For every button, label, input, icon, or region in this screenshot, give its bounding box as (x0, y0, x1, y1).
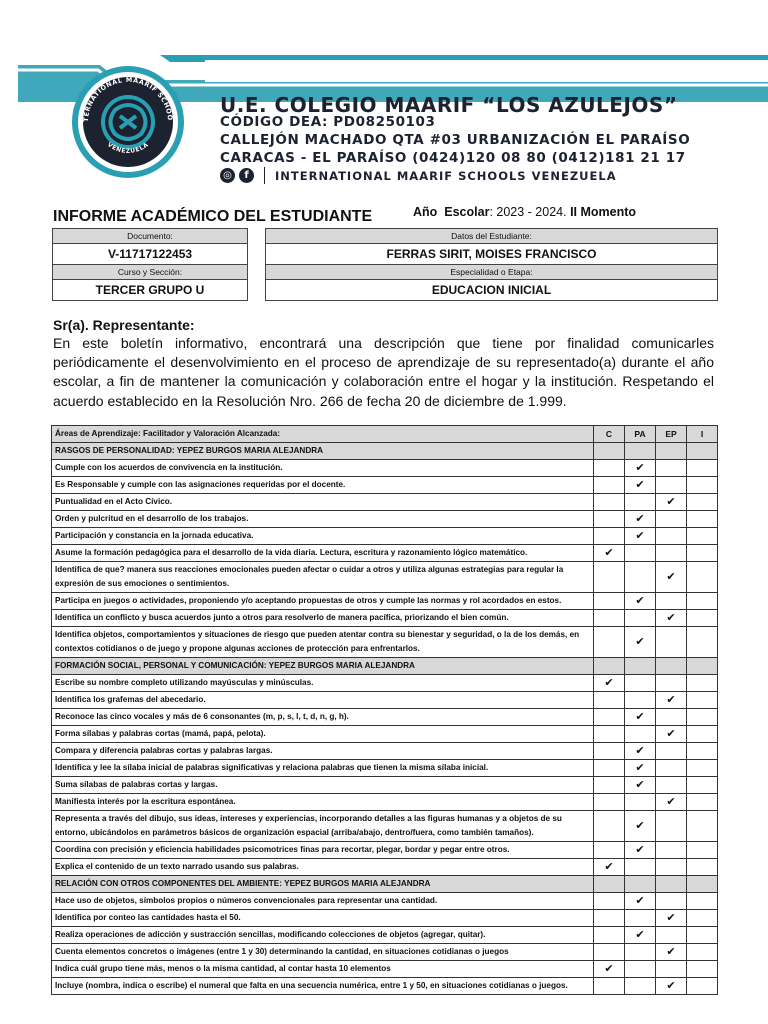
greeting: Sr(a). Representante: (53, 317, 195, 333)
mark-cell (687, 511, 718, 528)
indicator-text: Identifica los grafemas del abecedario. (52, 692, 594, 709)
mark-cell (687, 494, 718, 511)
checkmark-icon: ✔ (625, 842, 656, 859)
school-year (413, 205, 636, 219)
table-row (52, 511, 718, 528)
logo-ring-text (72, 66, 184, 178)
mark-cell (687, 610, 718, 627)
document-label: Documento: (53, 229, 247, 244)
mark-cell (625, 726, 656, 743)
course-value: TERCER GRUPO U (95, 283, 205, 297)
section-row (52, 443, 718, 460)
table-row (52, 610, 718, 627)
evaluation-table (51, 425, 718, 995)
table-header (52, 426, 718, 443)
indicator-text: Coordina con precisión y eficiencia habilidades psicomotrices finas para recortar, plegar, bordar y pegar entre otros. (52, 842, 594, 859)
mark-cell (656, 528, 687, 545)
mark-cell (687, 443, 718, 460)
mark-cell (656, 811, 687, 842)
table-row (52, 726, 718, 743)
table-row (52, 743, 718, 760)
course-label: Curso y Sección: (53, 265, 247, 280)
checkmark-icon: ✔ (656, 910, 687, 927)
svg-text:INTERNATIONAL MAARIF SCHOOLS (72, 66, 174, 122)
checkmark-icon: ✔ (625, 593, 656, 610)
specialty-label: Especialidad o Etapa: (266, 265, 717, 280)
mark-cell (625, 658, 656, 675)
checkmark-icon: ✔ (625, 811, 656, 842)
checkmark-icon: ✔ (594, 675, 625, 692)
table-row (52, 944, 718, 961)
indicator-text: Reconoce las cinco vocales y más de 6 consonantes (m, p, s, l, t, d, n, g, h). (52, 709, 594, 726)
mark-cell (594, 658, 625, 675)
table-row (52, 777, 718, 794)
mark-cell (656, 460, 687, 477)
header-col-pa: PA (625, 426, 656, 443)
mark-cell (594, 528, 625, 545)
checkmark-icon: ✔ (656, 944, 687, 961)
mark-cell (687, 794, 718, 811)
mark-cell (656, 743, 687, 760)
mark-cell (656, 777, 687, 794)
indicator-text: Orden y pulcritud en el desarrollo de los trabajos. (52, 511, 594, 528)
header-col-ep: EP (656, 426, 687, 443)
mark-cell (687, 842, 718, 859)
mark-cell (687, 961, 718, 978)
checkmark-icon: ✔ (625, 760, 656, 777)
mark-cell (687, 658, 718, 675)
indicator-text: Cuenta elementos concretos o imágenes (entre 1 y 30) determinando la cantidad, en situaciones cotidianas o juegos (52, 944, 594, 961)
indicator-text: Asume la formación pedagógica para el desarrollo de la vida diaria. Lectura, escritura y razonamiento lógico matemático. (52, 545, 594, 562)
section-title: RASGOS DE PERSONALIDAD: YEPEZ BURGOS MARIA ALEJANDRA (52, 443, 594, 460)
mark-cell (625, 675, 656, 692)
mark-cell (656, 760, 687, 777)
table-row (52, 675, 718, 692)
mark-cell (687, 692, 718, 709)
mark-cell (625, 562, 656, 593)
mark-cell (625, 692, 656, 709)
header-col-c: C (594, 426, 625, 443)
checkmark-icon: ✔ (656, 610, 687, 627)
table-row (52, 593, 718, 610)
table-row (52, 978, 718, 995)
mark-cell (687, 562, 718, 593)
table-row (52, 910, 718, 927)
year-label-a: Año (413, 205, 438, 219)
checkmark-icon: ✔ (625, 627, 656, 658)
table-row (52, 477, 718, 494)
table-row (52, 927, 718, 944)
table-row (52, 961, 718, 978)
mark-cell (594, 978, 625, 995)
mark-cell (687, 927, 718, 944)
mark-cell (687, 978, 718, 995)
indicator-text: Identifica por conteo las cantidades hasta el 50. (52, 910, 594, 927)
checkmark-icon: ✔ (625, 709, 656, 726)
mark-cell (594, 760, 625, 777)
table-row (52, 692, 718, 709)
mark-cell (656, 859, 687, 876)
address-line-1: CALLEJÓN MACHADO QTA #03 URBANIZACIÓN EL PARAÍSO (220, 132, 691, 148)
mark-cell (625, 494, 656, 511)
social-row (220, 167, 617, 184)
table-row (52, 528, 718, 545)
mark-cell (594, 726, 625, 743)
mark-cell (594, 893, 625, 910)
checkmark-icon: ✔ (625, 927, 656, 944)
mark-cell (625, 610, 656, 627)
section-title: FORMACIÓN SOCIAL, PERSONAL Y COMUNICACIÓN: YEPEZ BURGOS MARIA ALEJANDRA (52, 658, 594, 675)
checkmark-icon: ✔ (656, 978, 687, 995)
mark-cell (687, 460, 718, 477)
dea-code: CÓDIGO DEA: PD08250103 (220, 114, 436, 130)
mark-cell (656, 961, 687, 978)
indicator-text: Incluye (nombra, indica o escribe) el numeral que falta en una secuencia numérica, entre 1 y 50, en situaciones cotidianas o juegos. (52, 978, 594, 995)
mark-cell (594, 944, 625, 961)
checkmark-icon: ✔ (625, 743, 656, 760)
divider (264, 167, 265, 184)
mark-cell (656, 893, 687, 910)
checkmark-icon: ✔ (625, 893, 656, 910)
mark-cell (625, 978, 656, 995)
checkmark-icon: ✔ (625, 777, 656, 794)
section-row (52, 658, 718, 675)
logo-top-text: TERNATIONAL MAARIF SCHOO (81, 75, 175, 123)
checkmark-icon: ✔ (625, 477, 656, 494)
mark-cell (625, 443, 656, 460)
mark-cell (687, 593, 718, 610)
table-row (52, 460, 718, 477)
table-row (52, 794, 718, 811)
indicator-text: Escribe su nombre completo utilizando mayúsculas y minúsculas. (52, 675, 594, 692)
table-row (52, 842, 718, 859)
section-row (52, 876, 718, 893)
network-name: INTERNATIONAL MAARIF SCHOOLS VENEZUELA (275, 168, 617, 183)
mark-cell (656, 593, 687, 610)
mark-cell (594, 927, 625, 944)
mark-cell (687, 545, 718, 562)
mark-cell (687, 811, 718, 842)
school-name: U.E. COLEGIO MAARIF “LOS AZULEJOS” (220, 93, 678, 117)
table-row (52, 494, 718, 511)
mark-cell (594, 811, 625, 842)
indicator-text: Identifica un conflicto y busca acuerdos junto a otros para resolverlo de manera pacífica, priorizando el bien común. (52, 610, 594, 627)
mark-cell (687, 944, 718, 961)
mark-cell (594, 593, 625, 610)
mark-cell (594, 777, 625, 794)
report-title: INFORME ACADÉMICO DEL ESTUDIANTE (53, 208, 373, 225)
svg-text:VENEZUELA (106, 141, 150, 155)
mark-cell (625, 961, 656, 978)
indicator-text: Representa a través del dibujo, sus ideas, intereses y experiencias, incorporando detalles a las figuras humanas y a objetos de su entorno, ubicándolos en parámetros básicos de organización espacial (arriba/abajo, dentro/fuera, como también tamaños). (52, 811, 594, 842)
header-area: Áreas de Aprendizaje: Facilitador y Valoración Alcanzada: (52, 426, 594, 443)
intro-paragraph: En este boletín informativo, encontrará una descripción que tiene por finalidad comunicarles periódicamente el desenvolvimiento en el proceso de aprendizaje de su representado(a) durante el año escolar, a fin de mantener la comunicación y colaboración entre el hogar y la institución. Respetando el acuerdo establecido en la Resolución Nro. 266 de fecha 20 de diciembre de 1.999. (53, 335, 714, 409)
mark-cell (594, 494, 625, 511)
checkmark-icon: ✔ (594, 961, 625, 978)
moment: II Momento (570, 205, 637, 219)
mark-cell (656, 842, 687, 859)
indicator-text: Forma sílabas y palabras cortas (mamá, papá, pelota). (52, 726, 594, 743)
year-label-b: Escolar (444, 205, 490, 219)
mark-cell (687, 675, 718, 692)
mark-cell (594, 610, 625, 627)
mark-cell (687, 859, 718, 876)
mark-cell (656, 545, 687, 562)
mark-cell (687, 627, 718, 658)
instagram-icon: ◎ (220, 168, 235, 183)
mark-cell (656, 876, 687, 893)
facebook-icon: f (239, 168, 254, 183)
mark-cell (594, 627, 625, 658)
indicator-text: Suma sílabas de palabras cortas y largas. (52, 777, 594, 794)
mark-cell (687, 777, 718, 794)
checkmark-icon: ✔ (656, 692, 687, 709)
mark-cell (594, 876, 625, 893)
table-row (52, 893, 718, 910)
indicator-text: Compara y diferencia palabras cortas y palabras largas. (52, 743, 594, 760)
indicator-text: Participa en juegos o actividades, proponiendo y/o aceptando propuestas de otros y cumple las normas y rol acordados en estos. (52, 593, 594, 610)
indicator-text: Indica cuál grupo tiene más, menos o la misma cantidad, al contar hasta 10 elementos (52, 961, 594, 978)
mark-cell (625, 545, 656, 562)
address-line-2: CARACAS - EL PARAÍSO (0424)120 08 80 (0412)181 21 17 (220, 150, 686, 166)
indicator-text: Manifiesta interés por la escritura espontánea. (52, 794, 594, 811)
student-box (265, 228, 718, 301)
checkmark-icon: ✔ (656, 494, 687, 511)
table-row (52, 760, 718, 777)
mark-cell (656, 477, 687, 494)
logo-bottom-text: VENEZUELA (105, 141, 151, 155)
mark-cell (594, 460, 625, 477)
indicator-text: Explica el contenido de un texto narrado usando sus palabras. (52, 859, 594, 876)
mark-cell (687, 709, 718, 726)
mark-cell (656, 658, 687, 675)
student-name: FERRAS SIRIT, MOISES FRANCISCO (266, 244, 717, 265)
mark-cell (594, 910, 625, 927)
indicator-text: Identifica y lee la sílaba inicial de palabras significativas y relaciona palabras que tienen la misma sílaba inicial. (52, 760, 594, 777)
mark-cell (687, 893, 718, 910)
student-data-label: Datos del Estudiante: (266, 229, 717, 244)
header-col-i: I (687, 426, 718, 443)
mark-cell (656, 927, 687, 944)
checkmark-icon: ✔ (656, 562, 687, 593)
mark-cell (594, 709, 625, 726)
specialty-value: EDUCACION INICIAL (431, 283, 552, 297)
mark-cell (625, 794, 656, 811)
indicator-text: Identifica objetos, comportamientos y situaciones de riesgo que pueden atentar contra su bienestar y seguridad, o la de los demás, en contextos cotidianos o de juego y propone algunas acciones de protección para enfrentarlos. (52, 627, 594, 658)
checkmark-icon: ✔ (625, 460, 656, 477)
mark-cell (687, 477, 718, 494)
table-row (52, 811, 718, 842)
indicator-text: Identifica de que? manera sus reacciones emocionales pueden afectar o cuidar a otros y utiliza algunas estrategias para regular la expresión de sus emociones o sentimientos. (52, 562, 594, 593)
table-row (52, 709, 718, 726)
mark-cell (594, 842, 625, 859)
document-box (52, 228, 248, 301)
mark-cell (594, 562, 625, 593)
mark-cell (594, 511, 625, 528)
mark-cell (656, 675, 687, 692)
mark-cell (625, 859, 656, 876)
table-row (52, 859, 718, 876)
document-value: V-11717122453 (53, 244, 247, 265)
checkmark-icon: ✔ (656, 794, 687, 811)
mark-cell (594, 692, 625, 709)
mark-cell (687, 760, 718, 777)
mark-cell (625, 876, 656, 893)
mark-cell (656, 627, 687, 658)
mark-cell (687, 528, 718, 545)
mark-cell (594, 477, 625, 494)
mark-cell (594, 743, 625, 760)
table-row (52, 627, 718, 658)
indicator-text: Realiza operaciones de adicción y sustracción sencillas, modificando colecciones de objetos (agregar, quitar). (52, 927, 594, 944)
indicator-text: Participación y constancia en la jornada educativa. (52, 528, 594, 545)
checkmark-icon: ✔ (656, 726, 687, 743)
indicator-text: Es Responsable y cumple con las asignaciones requeridas por el docente. (52, 477, 594, 494)
mark-cell (687, 910, 718, 927)
mark-cell (687, 743, 718, 760)
mark-cell (594, 443, 625, 460)
indicator-text: Cumple con los acuerdos de convivencia en la institución. (52, 460, 594, 477)
mark-cell (687, 876, 718, 893)
checkmark-icon: ✔ (625, 528, 656, 545)
indicator-text: Puntualidad en el Acto Cívico. (52, 494, 594, 511)
mark-cell (625, 944, 656, 961)
checkmark-icon: ✔ (625, 511, 656, 528)
mark-cell (594, 794, 625, 811)
school-logo (72, 66, 184, 178)
mark-cell (687, 726, 718, 743)
mark-cell (656, 709, 687, 726)
mark-cell (656, 443, 687, 460)
mark-cell (625, 910, 656, 927)
section-title: RELACIÓN CON OTROS COMPONENTES DEL AMBIENTE: YEPEZ BURGOS MARIA ALEJANDRA (52, 876, 594, 893)
year-value: : 2023 - 2024. (489, 205, 567, 219)
table-row (52, 545, 718, 562)
indicator-text: Hace uso de objetos, símbolos propios o números convencionales para representar una cantidad. (52, 893, 594, 910)
checkmark-icon: ✔ (594, 859, 625, 876)
checkmark-icon: ✔ (594, 545, 625, 562)
mark-cell (656, 511, 687, 528)
table-row (52, 562, 718, 593)
